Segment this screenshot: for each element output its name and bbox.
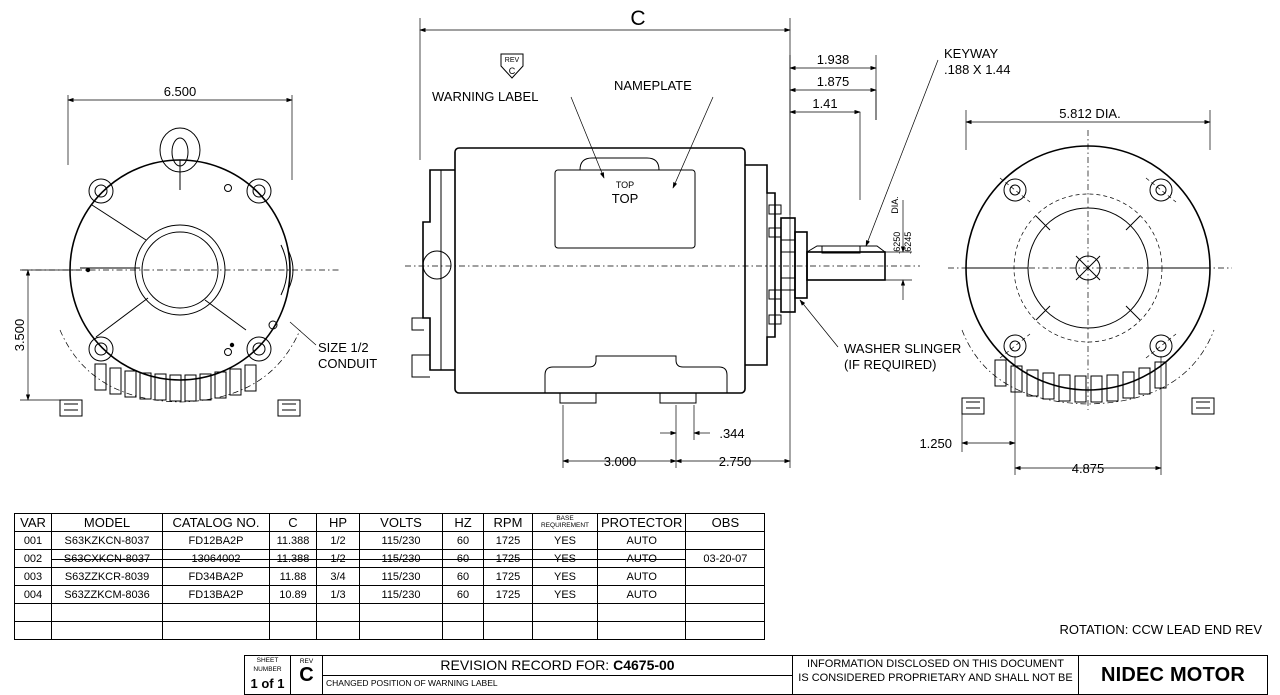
cell-base: YES: [533, 550, 598, 568]
cell-hp: 1/2: [317, 532, 360, 550]
dim-4875: 4.875: [1071, 461, 1105, 476]
header-hz: HZ: [443, 514, 484, 532]
variation-table: [14, 513, 765, 640]
sheet-number-value: 1 of 1: [250, 675, 285, 691]
dim-3000: 3.000: [603, 454, 637, 469]
revision-flag: [501, 54, 523, 78]
table-row: [15, 568, 765, 586]
cell-volts: 115/230: [360, 568, 443, 586]
cell-rpm: [484, 604, 533, 622]
header-hp: HP: [317, 514, 360, 532]
cell-protector: AUTO: [598, 532, 686, 550]
cell-model: S63KZKCN-8037: [52, 532, 163, 550]
revision-header: REV: [299, 658, 314, 665]
dim-344: .344: [719, 426, 745, 441]
cell-base: YES: [533, 532, 598, 550]
label-conduit-line1: SIZE 1/2: [318, 340, 369, 355]
cell-hz: 60: [443, 550, 484, 568]
cell-model: [52, 622, 163, 640]
cell-c: [270, 604, 317, 622]
cell-obs: [686, 568, 765, 586]
cell-c: 11.388: [270, 550, 317, 568]
cell-c: [270, 622, 317, 640]
header-protector: PROTECTOR: [598, 514, 686, 532]
cell-hz: [443, 604, 484, 622]
sheet-number-header-1: SHEET: [256, 657, 279, 664]
title-block: [244, 655, 1268, 695]
cell-c: 11.88: [270, 568, 317, 586]
label-washer-slinger-1: WASHER SLINGER: [844, 341, 962, 356]
revision-drawing-number: C4675-00: [613, 657, 675, 673]
header-catalog-no: CATALOG NO.: [163, 514, 270, 532]
cell-protector: AUTO: [598, 568, 686, 586]
cell-volts: 115/230: [360, 550, 443, 568]
cell-rpm: [484, 622, 533, 640]
label-washer-slinger-2: (IF REQUIRED): [844, 357, 937, 372]
cell-hp: [317, 604, 360, 622]
cell-var: [15, 622, 52, 640]
cell-var: 003: [15, 568, 52, 586]
top-text: TOP: [611, 191, 639, 206]
cell-base: YES: [533, 586, 598, 604]
cell-hz: 60: [443, 568, 484, 586]
label-warning: WARNING LABEL: [432, 89, 539, 104]
table-row: [15, 604, 765, 622]
header-c: C: [270, 514, 317, 532]
dim-shaft-dia-word: DIA.: [890, 196, 900, 214]
cell-obs: [686, 586, 765, 604]
revision-record-prefix: REVISION RECORD FOR:: [440, 657, 614, 673]
cell-hp: 1/3: [317, 586, 360, 604]
cell-obs: [686, 604, 765, 622]
right-end-view: [919, 106, 1232, 476]
cell-volts: [360, 622, 443, 640]
dim-C: C: [630, 7, 646, 30]
cell-protector: AUTO: [598, 586, 686, 604]
cell-catalog: FD34BA2P: [163, 568, 270, 586]
revision-value: C: [299, 664, 314, 686]
cell-obs: [686, 532, 765, 550]
sheet-number-header-2: NUMBER: [253, 665, 282, 673]
cell-var: 002: [15, 550, 52, 568]
cell-model: S63ZZKCM-8036: [52, 586, 163, 604]
dim-141: 1.41: [812, 96, 838, 111]
cell-model: S63CXKCN-8037: [52, 550, 163, 568]
proprietary-notice: [793, 656, 1079, 694]
dim-2750: 2.750: [718, 454, 752, 469]
cell-rpm: 1725: [484, 586, 533, 604]
table-row: [15, 622, 765, 640]
header-var: VAR: [15, 514, 52, 532]
top-shadow-text: TOP: [615, 180, 635, 190]
cell-obs: [686, 622, 765, 640]
table-row: [15, 532, 765, 550]
cell-protector: [598, 604, 686, 622]
table-body: [15, 532, 765, 640]
cell-catalog: [163, 604, 270, 622]
cell-obs: 03-20-07: [686, 550, 765, 568]
label-keyway-size: .188 X 1.44: [944, 62, 1011, 77]
dim-1250: 1.250: [919, 436, 952, 451]
company-name: NIDEC MOTOR: [1100, 664, 1246, 686]
header-base-line1: BASE: [556, 514, 574, 522]
side-elevation-view: [405, 7, 1011, 469]
header-model: MODEL: [52, 514, 163, 532]
header-volts: VOLTS: [360, 514, 443, 532]
cell-protector: [598, 622, 686, 640]
label-conduit-line2: CONDUIT: [318, 356, 378, 371]
cell-hp: [317, 622, 360, 640]
table-row: [15, 550, 765, 568]
table-header-row: [15, 514, 765, 532]
left-end-view: [12, 84, 377, 416]
cell-var: 004: [15, 586, 52, 604]
cell-base: YES: [533, 568, 598, 586]
cell-hz: 60: [443, 532, 484, 550]
cell-volts: [360, 604, 443, 622]
cell-c: 11.388: [270, 532, 317, 550]
revision-cell: [291, 656, 323, 694]
cell-model: [52, 604, 163, 622]
rev-flag-label: REV: [504, 57, 520, 64]
label-nameplate: NAMEPLATE: [614, 78, 692, 93]
revision-record-row: CHANGED POSITION OF WARNING LABEL: [326, 678, 498, 688]
cell-catalog: FD13BA2P: [163, 586, 270, 604]
revision-record-cell: [323, 656, 793, 694]
proprietary-line-1: INFORMATION DISCLOSED ON THIS DOCUMENT: [807, 658, 1064, 670]
proprietary-line-2: IS CONSIDERED PROPRIETARY AND SHALL NOT BE: [798, 671, 1073, 684]
cell-rpm: 1725: [484, 550, 533, 568]
cell-catalog: FD12BA2P: [163, 532, 270, 550]
label-keyway: KEYWAY: [944, 46, 999, 61]
header-base-line2: REQUIREMENT: [540, 521, 590, 529]
cell-catalog: 13064002: [163, 550, 270, 568]
header-obs: OBS: [686, 514, 765, 532]
cell-c: 10.89: [270, 586, 317, 604]
cell-base: [533, 604, 598, 622]
cell-model: S63ZZKCR-8039: [52, 568, 163, 586]
dim-shaft-dia-upper: .6250: [892, 231, 902, 255]
cell-base: [533, 622, 598, 640]
dim-left-height: 3.500: [12, 318, 27, 352]
table-row: [15, 586, 765, 604]
cell-rpm: 1725: [484, 532, 533, 550]
sheet-number-cell: [245, 656, 291, 694]
cell-hz: 60: [443, 586, 484, 604]
header-base-requirement: [533, 514, 598, 532]
header-rpm: RPM: [484, 514, 533, 532]
rotation-note: ROTATION: CCW LEAD END REV: [1059, 622, 1262, 637]
dim-left-width: 6.500: [163, 84, 197, 99]
cell-volts: 115/230: [360, 532, 443, 550]
cell-rpm: 1725: [484, 568, 533, 586]
cell-hp: 1/2: [317, 550, 360, 568]
dim-1875: 1.875: [816, 74, 850, 89]
cell-var: [15, 604, 52, 622]
dim-right-dia: 5.812 DIA.: [1059, 106, 1121, 121]
revision-record-title: [323, 656, 792, 676]
rev-flag-letter: C: [508, 66, 516, 76]
cell-var: 001: [15, 532, 52, 550]
dim-shaft-dia-lower: .6245: [903, 231, 913, 255]
cell-hp: 3/4: [317, 568, 360, 586]
cell-catalog: [163, 622, 270, 640]
dim-1938: 1.938: [816, 52, 850, 67]
cell-protector: AUTO: [598, 550, 686, 568]
cell-volts: 115/230: [360, 586, 443, 604]
cell-hz: [443, 622, 484, 640]
